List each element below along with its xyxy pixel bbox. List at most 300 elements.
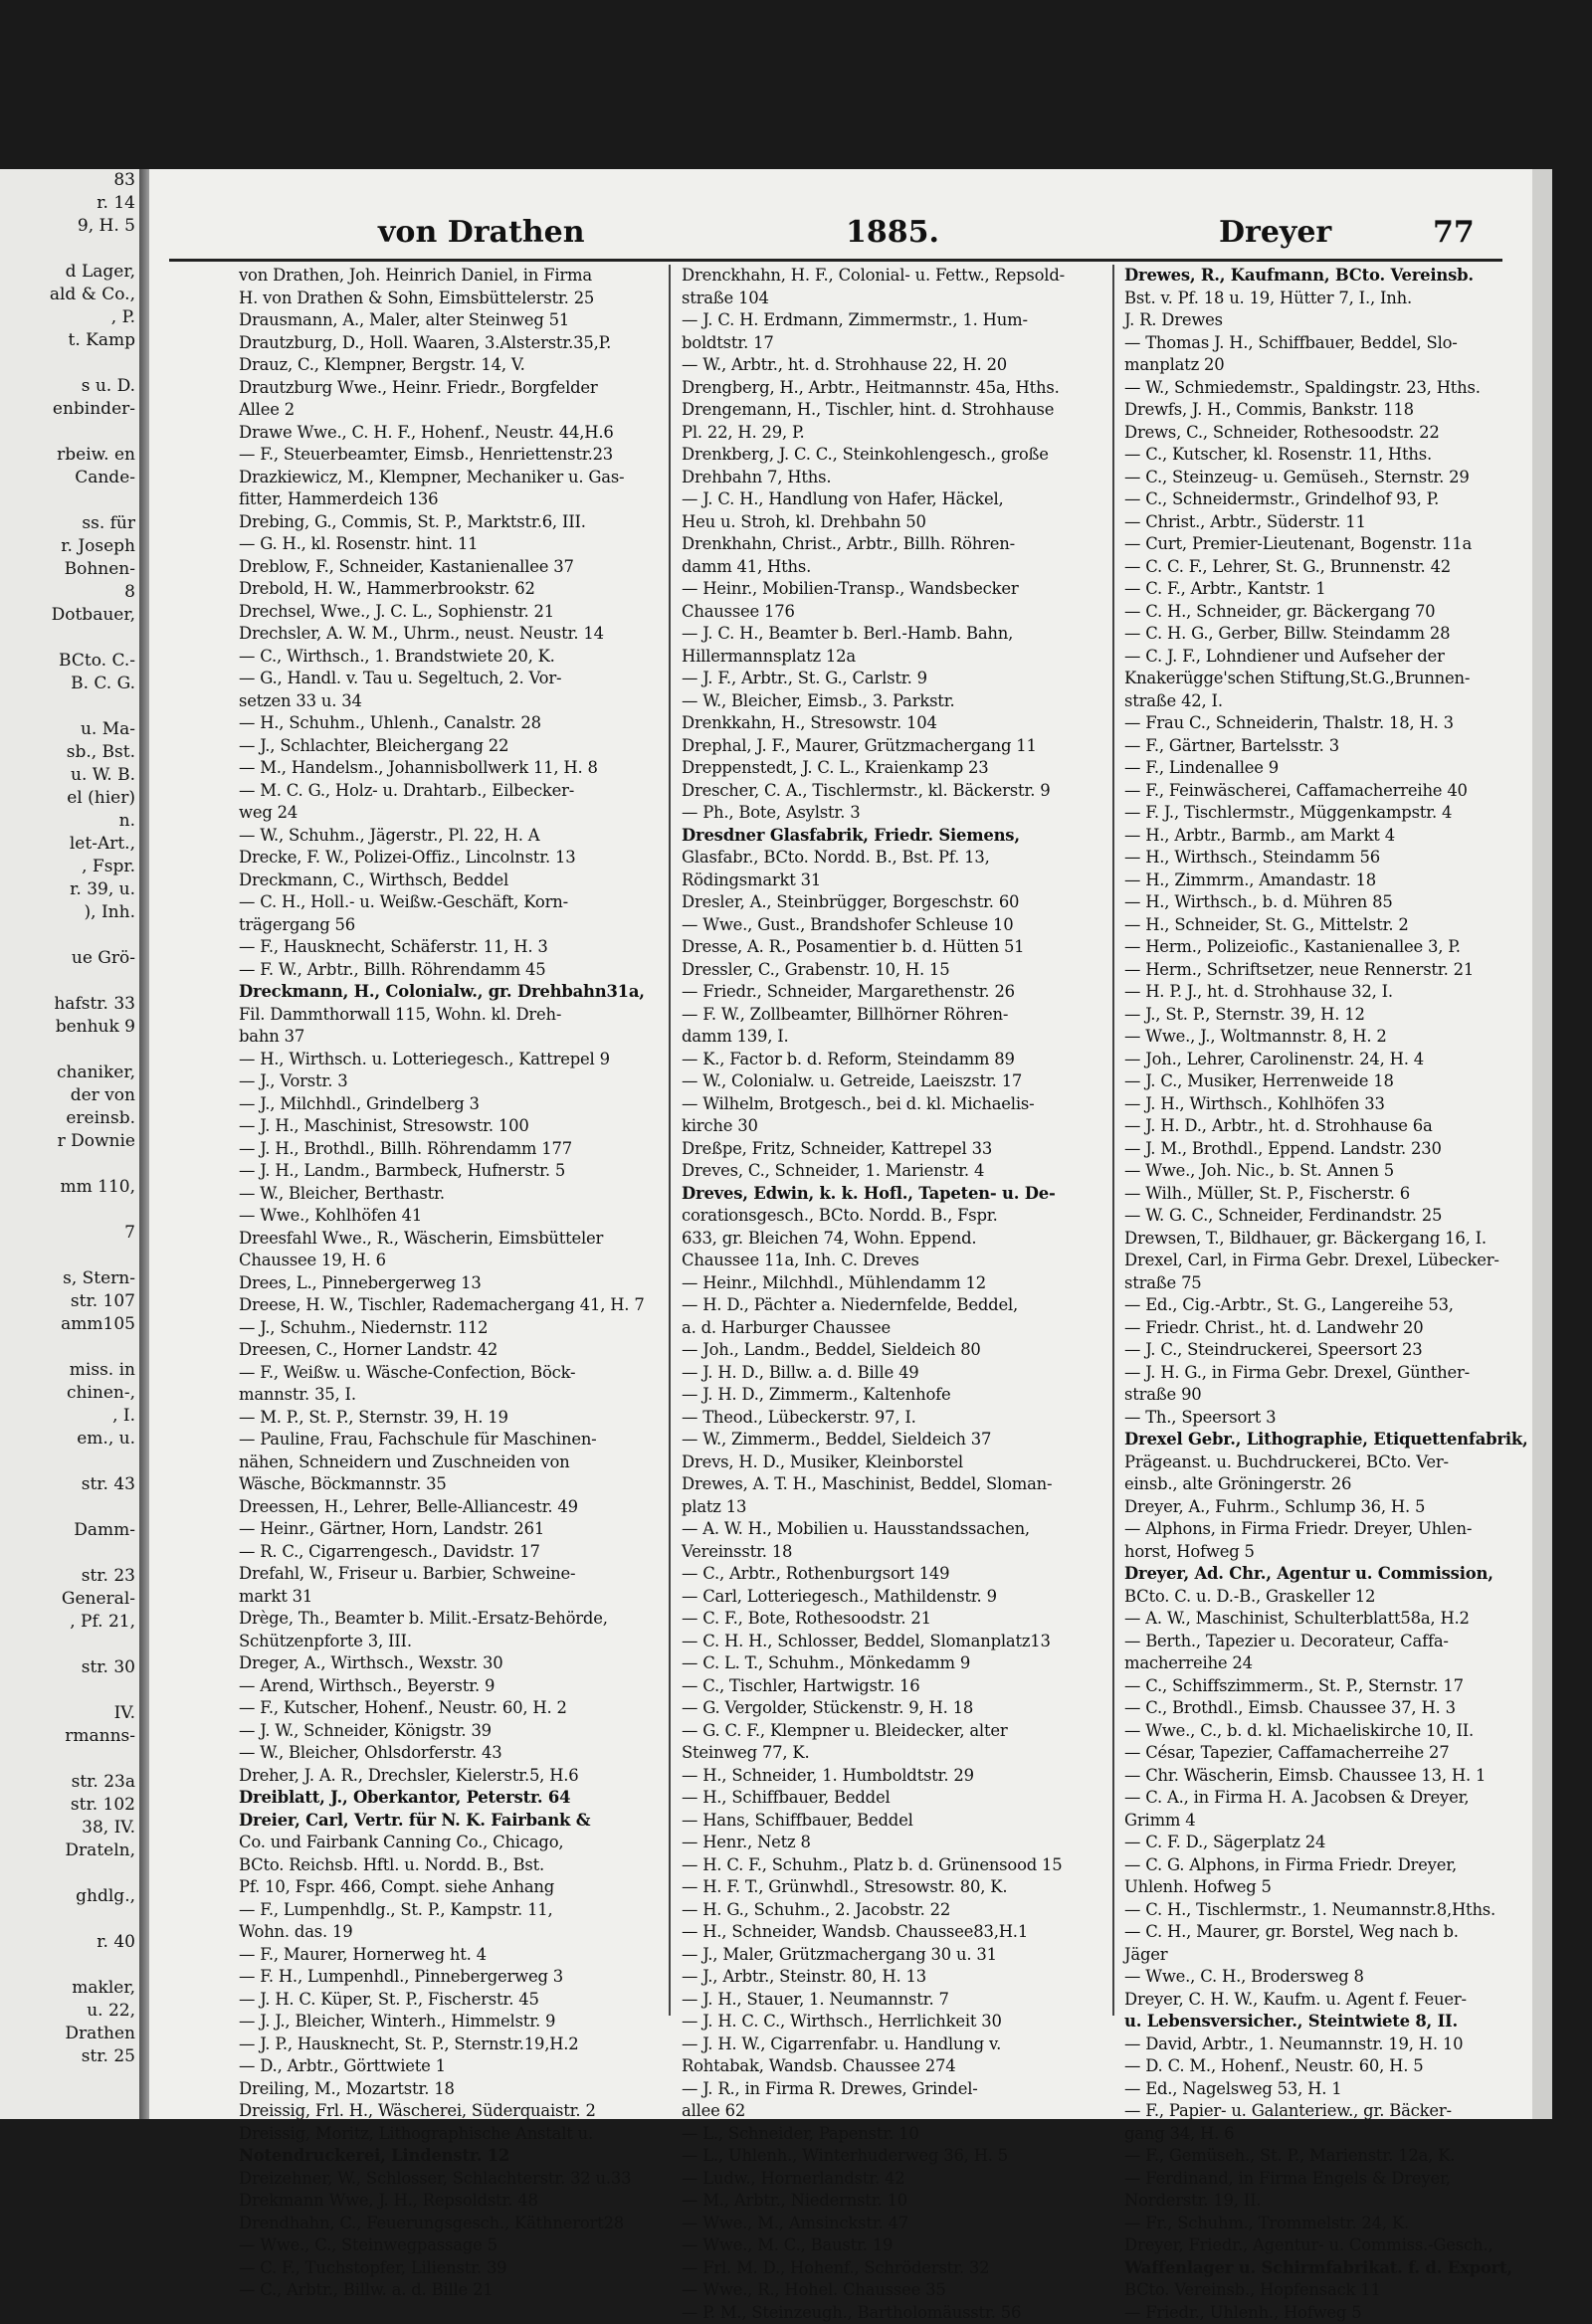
directory-entry-line: — C., Arbtr., Rothenburgsort 149 (682, 1563, 1090, 1586)
directory-entry-line: Drenkberg, J. C. C., Steinkohlengesch., große (682, 444, 1090, 467)
directory-entry-line: Dreckmann, C., Wirthsch, Beddel (239, 870, 647, 892)
directory-entry-line: Drengemann, H., Tischler, hint. d. Strohhause (682, 399, 1090, 422)
directory-entry-line: — G. Vergolder, Stückenstr. 9, H. 18 (682, 1697, 1090, 1720)
directory-entry-line: Drefahl, W., Friseur u. Barbier, Schweine- (239, 1563, 647, 1586)
header-rule (169, 259, 1502, 262)
directory-entry-line: — J., St. P., Sternstr. 39, H. 12 (1124, 1004, 1532, 1027)
directory-entry-line: Drenkkahn, H., Stresowstr. 104 (682, 712, 1090, 735)
facing-page-line: r. 40 (0, 1931, 139, 1954)
facing-page-line: str. 102 (0, 1794, 139, 1817)
facing-page-line (0, 1542, 139, 1565)
directory-entry-line: Grimm 4 (1124, 1810, 1532, 1833)
facing-page-line (0, 1634, 139, 1656)
facing-page-line (0, 1199, 139, 1222)
directory-entry-line: — J. M., Brothdl., Eppend. Landstr. 230 (1124, 1138, 1532, 1161)
directory-entry-line: Notendruckerei, Lindenstr. 12 (239, 2145, 647, 2168)
facing-page-line: , P. (0, 306, 139, 329)
directory-entry-line: — J., Maler, Grützmachergang 30 u. 31 (682, 1944, 1090, 1967)
directory-entry-line: — H., Schuhm., Uhlenh., Canalstr. 28 (239, 712, 647, 735)
directory-entry-line: — J. H. C. Küper, St. P., Fischerstr. 45 (239, 1989, 647, 2012)
directory-entry-line: Drendhahn, C., Feuerungsgesch., Käthnerort28 (239, 2213, 647, 2235)
directory-entry-line: — David, Arbtr., 1. Neumannstr. 19, H. 10 (1124, 2034, 1532, 2056)
directory-entry-line: Steinweg 77, K. (682, 1742, 1090, 1765)
facing-page-line: ue Grö- (0, 947, 139, 970)
directory-entry-line: — F. W., Arbtr., Billh. Röhrendamm 45 (239, 959, 647, 982)
directory-entry-line: Drewfs, J. H., Commis, Bankstr. 118 (1124, 399, 1532, 422)
facing-page-line (0, 924, 139, 947)
facing-page-line (0, 1908, 139, 1931)
directory-entry-line: u. Lebensversicher., Steintwiete 8, II. (1124, 2011, 1532, 2034)
facing-page-line: r. 39, u. (0, 878, 139, 901)
directory-entry-line: setzen 33 u. 34 (239, 690, 647, 713)
directory-entry-line: — J. H., Brothdl., Billh. Röhrendamm 177 (239, 1138, 647, 1161)
directory-entry-line: Dresdner Glasfabrik, Friedr. Siemens, (682, 825, 1090, 848)
directory-entry-line: Schützenpforte 3, III. (239, 1631, 647, 1653)
directory-entry-line: — Heinr., Milchhdl., Mühlendamm 12 (682, 1272, 1090, 1295)
directory-entry-line: Drehbahn 7, Hths. (682, 467, 1090, 489)
directory-entry-line: — Henr., Netz 8 (682, 1832, 1090, 1854)
directory-entry-line: straße 75 (1124, 1272, 1532, 1295)
directory-entry-line: Hillermannsplatz 12a (682, 646, 1090, 669)
directory-entry-line: — W., Schmiedemstr., Spaldingstr. 23, Hths. (1124, 377, 1532, 400)
directory-entry-line: damm 41, Hths. (682, 556, 1090, 579)
facing-page-line: Drateln, (0, 1840, 139, 1862)
directory-entry-line: — M. C. G., Holz- u. Drahtarb., Eilbecker- (239, 780, 647, 803)
directory-entry-line: — Chr. Wäscherin, Eimsb. Chaussee 13, H. 1 (1124, 1765, 1532, 1788)
directory-entry-line: — J. R., in Firma R. Drewes, Grindel- (682, 2078, 1090, 2101)
directory-entry-line: H. von Drathen & Sohn, Eimsbüttelerstr. 25 (239, 288, 647, 310)
directory-entry-line: — J. H., Wirthsch., Kohlhöfen 33 (1124, 1093, 1532, 1116)
directory-entry-line: macherreihe 24 (1124, 1652, 1532, 1675)
directory-entry-line: — C., Schiffszimmerm., St. P., Sternstr. 17 (1124, 1675, 1532, 1698)
directory-entry-line: — L., Uhlenh., Winterhuderweg 36, H. 5 (682, 2145, 1090, 2168)
directory-entry-line: Drechsler, A. W. M., Uhrm., neust. Neustr. 14 (239, 623, 647, 646)
directory-entry-line: — J., Schuhm., Niedernstr. 112 (239, 1317, 647, 1340)
directory-entry-line: — Wwe., M., Amsinckstr. 47 (682, 2213, 1090, 2235)
directory-entry-line: horst, Hofweg 5 (1124, 1541, 1532, 1564)
directory-entry-line: — Arend, Wirthsch., Beyerstr. 9 (239, 1675, 647, 1698)
facing-page-line: 83 (0, 169, 139, 192)
directory-entry-line: Drewes, A. T. H., Maschinist, Beddel, Sloman- (682, 1473, 1090, 1496)
directory-entry-line: Glasfabr., BCto. Nordd. B., Bst. Pf. 13, (682, 847, 1090, 870)
facing-page-line (0, 1954, 139, 1977)
facing-page-line: B. C. G. (0, 673, 139, 695)
directory-entry-line: Norderstr. 19, II. (1124, 2190, 1532, 2213)
directory-entry-line: — D., Arbtr., Görttwiete 1 (239, 2055, 647, 2078)
facing-page-line: chinen-, (0, 1382, 139, 1405)
directory-entry-line: — Herm., Polizeiofic., Kastanienallee 3, P. (1124, 936, 1532, 959)
directory-entry-line: — F. H., Lumpenhdl., Pinnebergerweg 3 (239, 1966, 647, 1989)
facing-page-line (0, 695, 139, 718)
facing-page-line: 38, IV. (0, 1817, 139, 1840)
directory-entry-line: Bst. v. Pf. 18 u. 19, Hütter 7, I., Inh. (1124, 288, 1532, 310)
directory-entry-line: — Th., Speersort 3 (1124, 1407, 1532, 1430)
directory-entry-line: — C. F., Arbtr., Kantstr. 1 (1124, 578, 1532, 601)
directory-entry-line: — C. H., Maurer, gr. Borstel, Weg nach b. (1124, 1921, 1532, 1944)
facing-page-line: n. (0, 810, 139, 833)
directory-entry-line: — R. C., Cigarrengesch., Davidstr. 17 (239, 1541, 647, 1564)
directory-entry-line: — A. W. H., Mobilien u. Hausstandssachen, (682, 1518, 1090, 1541)
directory-entry-line: — J., Vorstr. 3 (239, 1070, 647, 1093)
directory-entry-line: — Frau C., Schneiderin, Thalstr. 18, H. 3 (1124, 712, 1532, 735)
directory-entry-line: — H. G., Schuhm., 2. Jacobstr. 22 (682, 1899, 1090, 1922)
facing-page-line: str. 23 (0, 1565, 139, 1588)
directory-entry-line: BCto. Vereinsb., Hopfensack 11 (1124, 2279, 1532, 2302)
directory-entry-line: Drescher, C. A., Tischlermstr., kl. Bäckerstr. 9 (682, 780, 1090, 803)
directory-entry-line: — Heinr., Gärtner, Horn, Landstr. 261 (239, 1518, 647, 1541)
directory-entry-line: kirche 30 (682, 1115, 1090, 1138)
directory-entry-line: Drengberg, H., Arbtr., Heitmannstr. 45a, Hths. (682, 377, 1090, 400)
facing-page-line (0, 352, 139, 375)
directory-entry-line: — F. W., Zollbeamter, Billhörner Röhren- (682, 1004, 1090, 1027)
directory-entry-line: — C., Wirthsch., 1. Brandstwiete 20, K. (239, 646, 647, 669)
directory-entry-line: — Herm., Schriftsetzer, neue Rennerstr. 21 (1124, 959, 1532, 982)
directory-entry-line: Rohtabak, Wandsb. Chaussee 274 (682, 2055, 1090, 2078)
directory-entry-line: — Carl, Lotteriegesch., Mathildenstr. 9 (682, 1586, 1090, 1609)
directory-entry-line: Dreves, Edwin, k. k. Hofl., Tapeten- u. De- (682, 1183, 1090, 1206)
directory-entry-line: BCto. C. u. D.-B., Graskeller 12 (1124, 1586, 1532, 1609)
directory-entry-line: Dresler, A., Steinbrügger, Borgeschstr. 60 (682, 891, 1090, 914)
facing-page-line: Dotbauer, (0, 604, 139, 627)
directory-entry-line: Drauz, C., Klempner, Bergstr. 14, V. (239, 354, 647, 377)
facing-page-line: em., u. (0, 1428, 139, 1451)
directory-entry-line: — W., Arbtr., ht. d. Strohhause 22, H. 20 (682, 354, 1090, 377)
directory-entry-line: — C. L. T., Schuhm., Mönkedamm 9 (682, 1652, 1090, 1675)
directory-entry-line: platz 13 (682, 1496, 1090, 1519)
directory-entry-line: bahn 37 (239, 1026, 647, 1049)
facing-page-fragment (0, 169, 142, 2119)
directory-entry-line: — C. G. Alphons, in Firma Friedr. Dreyer, (1124, 1854, 1532, 1877)
directory-entry-line: Dreiling, M., Mozartstr. 18 (239, 2078, 647, 2101)
directory-entry-line: — Curt, Premier-Lieutenant, Bogenstr. 11a (1124, 533, 1532, 556)
directory-entry-line: — C. J. F., Lohndiener und Aufseher der (1124, 646, 1532, 669)
facing-page-line (0, 1679, 139, 1702)
directory-entry-line: — Joh., Lehrer, Carolinenstr. 24, H. 4 (1124, 1049, 1532, 1071)
directory-entry-line: fitter, Hammerdeich 136 (239, 488, 647, 511)
page-edge (1532, 169, 1552, 2119)
directory-entry-line: — H., Schneider, 1. Humboldtstr. 29 (682, 1765, 1090, 1788)
directory-entry-line: Dreissig, Moritz, Lithographische Anstalt u. (239, 2123, 647, 2146)
directory-entry-line: 633, gr. Bleichen 74, Wohn. Eppend. (682, 1228, 1090, 1251)
directory-entry-line: Dreiblatt, J., Oberkantor, Peterstr. 64 (239, 1787, 647, 1810)
facing-page-line: ss. für (0, 512, 139, 535)
directory-entry-line: Allee 2 (239, 399, 647, 422)
directory-entry-line: weg 24 (239, 802, 647, 825)
directory-entry-line: — F., Gemüseh., St. P., Marienstr. 12a, K. (1124, 2145, 1532, 2168)
directory-entry-line: — H., Wirthsch., Steindamm 56 (1124, 847, 1532, 870)
directory-entry-line: Jäger (1124, 1944, 1532, 1967)
directory-entry-line: manplatz 20 (1124, 354, 1532, 377)
directory-entry-line: — Ph., Bote, Asylstr. 3 (682, 802, 1090, 825)
facing-page-line: miss. in (0, 1359, 139, 1382)
directory-entry-line: BCto. Reichsb. Hftl. u. Nordd. B., Bst. (239, 1854, 647, 1877)
directory-entry-line: — W., Bleicher, Eimsb., 3. Parkstr. (682, 690, 1090, 713)
directory-entry-line: Knakerügge'schen Stiftung,St.G.,Brunnen- (1124, 668, 1532, 690)
directory-entry-line: — J. C. H. Erdmann, Zimmermstr., 1. Hum- (682, 309, 1090, 332)
directory-entry-line: straße 42, I. (1124, 690, 1532, 713)
directory-entry-line: — H., Arbtr., Barmb., am Markt 4 (1124, 825, 1532, 848)
directory-entry-line: — H. C. F., Schuhm., Platz b. d. Grünensood 15 (682, 1854, 1090, 1877)
directory-entry-line: — J. H. G., in Firma Gebr. Drexel, Günther- (1124, 1362, 1532, 1385)
header-last-entry: Dreyer (1219, 215, 1331, 250)
directory-entry-line: Dressler, C., Grabenstr. 10, H. 15 (682, 959, 1090, 982)
directory-entry-line: Dreßpe, Fritz, Schneider, Kattrepel 33 (682, 1138, 1090, 1161)
facing-page-line (0, 1153, 139, 1176)
directory-entry-line: mannstr. 35, I. (239, 1384, 647, 1407)
facing-page-line: , I. (0, 1405, 139, 1428)
directory-entry-line: — F., Lumpenhdlg., St. P., Kampstr. 11, (239, 1899, 647, 1922)
directory-entry-line: Drexel Gebr., Lithographie, Etiquettenfabrik, (1124, 1429, 1532, 1452)
directory-entry-line: — C., Kutscher, kl. Rosenstr. 11, Hths. (1124, 444, 1532, 467)
directory-entry-line: — H. P. J., ht. d. Strohhause 32, I. (1124, 981, 1532, 1004)
directory-entry-line: Dreyer, A., Fuhrm., Schlump 36, H. 5 (1124, 1496, 1532, 1519)
directory-entry-line: — Wwe., C., b. d. kl. Michaeliskirche 10, II. (1124, 1720, 1532, 1743)
directory-entry-line: — C., Steinzeug- u. Gemüseh., Sternstr. 29 (1124, 467, 1532, 489)
directory-entry-line: Drecke, F. W., Polizei-Offiz., Lincolnstr. 13 (239, 847, 647, 870)
facing-page-line: str. 107 (0, 1290, 139, 1313)
directory-entry-line: — G., Handl. v. Tau u. Segeltuch, 2. Vor- (239, 668, 647, 690)
directory-entry-line: — J. H. D., Arbtr., ht. d. Strohhause 6a (1124, 1115, 1532, 1138)
directory-entry-line: boldtstr. 17 (682, 332, 1090, 355)
directory-entry-line: — H., Schneider, Wandsb. Chaussee83,H.1 (682, 1921, 1090, 1944)
column-3 (1124, 265, 1532, 2016)
directory-entry-line: J. R. Drewes (1124, 309, 1532, 332)
directory-entry-line: — H. F. T., Grünwhdl., Stresowstr. 80, K. (682, 1876, 1090, 1899)
facing-page-line: r Downie (0, 1130, 139, 1153)
directory-entry-line: — C., Schneidermstr., Grindelhof 93, P. (1124, 488, 1532, 511)
directory-entry-line: trägergang 56 (239, 914, 647, 937)
directory-entry-line: — F., Weißw. u. Wäsche-Confection, Böck- (239, 1362, 647, 1385)
directory-entry-line: Drausmann, A., Maler, alter Steinweg 51 (239, 309, 647, 332)
facing-page-line (0, 1245, 139, 1267)
facing-page-line: hafstr. 33 (0, 993, 139, 1016)
directory-entry-line: — J. P., Hausknecht, St. P., Sternstr.19,H.2 (239, 2034, 647, 2056)
facing-page-line (0, 238, 139, 261)
directory-entry-line: — H., Wirthsch., b. d. Mühren 85 (1124, 891, 1532, 914)
directory-entry-line: — Wwe., J., Woltmannstr. 8, H. 2 (1124, 1026, 1532, 1049)
facing-page-line: rbeiw. en (0, 444, 139, 467)
facing-page-line: Bohnen- (0, 558, 139, 581)
directory-entry-line: — C. H. H., Schlosser, Beddel, Slomanplatz13 (682, 1631, 1090, 1653)
directory-entry-line: Chaussee 11a, Inh. C. Dreves (682, 1250, 1090, 1272)
directory-entry-line: Dreissig, Frl. H., Wäscherei, Süderquaistr. 2 (239, 2100, 647, 2123)
directory-entry-line: — Wwe., Gust., Brandshofer Schleuse 10 (682, 914, 1090, 937)
directory-entry-line: Waffenlager u. Schirmfabrikat. f. d. Export, (1124, 2257, 1532, 2280)
directory-entry-line: markt 31 (239, 1586, 647, 1609)
facing-page-line: Damm- (0, 1519, 139, 1542)
directory-entry-line: — Thomas J. H., Schiffbauer, Beddel, Slo- (1124, 332, 1532, 355)
directory-entry-line: — M., Arbtr., Niedernstr. 10 (682, 2190, 1090, 2213)
directory-entry-line: — J. J., Bleicher, Winterh., Himmelstr. 9 (239, 2011, 647, 2034)
directory-entry-line: — F., Hausknecht, Schäferstr. 11, H. 3 (239, 936, 647, 959)
directory-entry-line: — G. C. F., Klempner u. Bleidecker, alter (682, 1720, 1090, 1743)
directory-entry-line: Dreyer, Ad. Chr., Agentur u. Commission, (1124, 1563, 1532, 1586)
directory-entry-line: — F., Gärtner, Bartelsstr. 3 (1124, 735, 1532, 758)
facing-page-line: ghdlg., (0, 1885, 139, 1908)
directory-entry-line: Heu u. Stroh, kl. Drehbahn 50 (682, 511, 1090, 534)
directory-entry-line: Drexel, Carl, in Firma Gebr. Drexel, Lübecker- (1124, 1250, 1532, 1272)
directory-entry-line: — Ed., Nagelsweg 53, H. 1 (1124, 2078, 1532, 2101)
directory-entry-line: Chaussee 19, H. 6 (239, 1250, 647, 1272)
directory-entry-line: — W., Bleicher, Berthastr. (239, 1183, 647, 1206)
directory-entry-line: Rödingsmarkt 31 (682, 870, 1090, 892)
directory-entry-line: Drewsen, T., Bildhauer, gr. Bäckergang 16, I. (1124, 1228, 1532, 1251)
directory-entry-line: — J. H., Landm., Barmbeck, Hufnerstr. 5 (239, 1160, 647, 1183)
directory-entry-line: — C. F., Tuchstopfer, Lilienstr. 39 (239, 2257, 647, 2280)
facing-page-line: ald & Co., (0, 284, 139, 306)
directory-entry-line: — Alphons, in Firma Friedr. Dreyer, Uhlen- (1124, 1518, 1532, 1541)
directory-entry-line: Dreblow, F., Schneider, Kastanienallee 37 (239, 556, 647, 579)
directory-entry-line: — Ferdinand, in Firma Engels & Dreyer, (1124, 2168, 1532, 2191)
directory-entry-line: — F., Lindenallee 9 (1124, 757, 1532, 780)
directory-entry-line: einsb., alte Gröningerstr. 26 (1124, 1473, 1532, 1496)
facing-page-line: el (hier) (0, 787, 139, 810)
facing-page-line (0, 1748, 139, 1771)
directory-entry-line: — F., Kutscher, Hohenf., Neustr. 60, H. 2 (239, 1697, 647, 1720)
directory-entry-line: — J. W., Schneider, Königstr. 39 (239, 1720, 647, 1743)
facing-page-line (0, 1336, 139, 1359)
directory-entry-line: — F., Feinwäscherei, Caffamacherreihe 40 (1124, 780, 1532, 803)
directory-entry-line: Drechsel, Wwe., J. C. L., Sophienstr. 21 (239, 601, 647, 624)
directory-entry-line: Drebing, G., Commis, St. P., Marktstr.6, III. (239, 511, 647, 534)
directory-entry-line: straße 90 (1124, 1384, 1532, 1407)
directory-entry-line: — Wwe., Joh. Nic., b. St. Annen 5 (1124, 1160, 1532, 1183)
facing-page-line: d Lager, (0, 261, 139, 284)
directory-entry-line: Dreckmann, H., Colonialw., gr. Drehbahn31a, (239, 981, 647, 1004)
directory-entry-line: — Wwe., C. H., Brodersweg 8 (1124, 1966, 1532, 1989)
directory-entry-line: — Christ., Arbtr., Süderstr. 11 (1124, 511, 1532, 534)
running-header (149, 215, 1532, 255)
directory-entry-line: — C., Tischler, Hartwigstr. 16 (682, 1675, 1090, 1698)
directory-entry-line: — Hans, Schiffbauer, Beddel (682, 1810, 1090, 1833)
directory-entry-line: — Ed., Cig.-Arbtr., St. G., Langereihe 53, (1124, 1294, 1532, 1317)
directory-entry-line: — H. D., Pächter a. Niedernfelde, Beddel, (682, 1294, 1090, 1317)
column-divider (669, 265, 671, 2016)
directory-entry-line: — Heinr., Mobilien-Transp., Wandsbecker (682, 578, 1090, 601)
facing-page-line: sb., Bst. (0, 741, 139, 764)
facing-page-line: makler, (0, 1977, 139, 2000)
directory-entry-line: — J., Arbtr., Steinstr. 80, H. 13 (682, 1966, 1090, 1989)
facing-page-line (0, 627, 139, 650)
directory-entry-line: Fil. Dammthorwall 115, Wohn. kl. Dreh- (239, 1004, 647, 1027)
facing-page-line: ereinsb. (0, 1107, 139, 1130)
facing-page-line: str. 30 (0, 1656, 139, 1679)
facing-page-line (0, 421, 139, 444)
directory-entry-line: — C. F., Bote, Rothesoodstr. 21 (682, 1608, 1090, 1631)
directory-entry-line: — Wwe., C., Steinwegpassage 5 (239, 2234, 647, 2257)
directory-entry-line: von Drathen, Joh. Heinrich Daniel, in Firma (239, 265, 647, 288)
page-number: 77 (1433, 215, 1475, 250)
facing-page-line: u. 22, (0, 2000, 139, 2023)
directory-entry-line: Wäsche, Böckmannstr. 35 (239, 1473, 647, 1496)
directory-entry-line: — J. C. H., Beamter b. Berl.-Hamb. Bahn, (682, 623, 1090, 646)
facing-page-line: str. 43 (0, 1473, 139, 1496)
directory-entry-line: — W., Colonialw. u. Getreide, Laeiszstr. 17 (682, 1070, 1090, 1093)
directory-entry-line: Dreese, H. W., Tischler, Rademachergang 41, H. 7 (239, 1294, 647, 1317)
directory-entry-line: nähen, Schneidern und Zuschneiden von (239, 1452, 647, 1474)
facing-page-line: Drathen (0, 2023, 139, 2045)
facing-page-line (0, 970, 139, 993)
column-2 (682, 265, 1090, 2016)
directory-entry-line: — Fr., Schuhm., Trommelstr. 24, K. (1124, 2213, 1532, 2235)
directory-entry-line: Pl. 22, H. 29, P. (682, 422, 1090, 445)
facing-page-line: ), Inh. (0, 901, 139, 924)
directory-entry-line: Co. und Fairbank Canning Co., Chicago, (239, 1832, 647, 1854)
directory-entry-line: Prägeanst. u. Buchdruckerei, BCto. Ver- (1124, 1452, 1532, 1474)
directory-entry-line: Chaussee 176 (682, 601, 1090, 624)
directory-entry-line: — H., Wirthsch. u. Lotteriegesch., Kattrepel 9 (239, 1049, 647, 1071)
directory-entry-line: — H., Schiffbauer, Beddel (682, 1787, 1090, 1810)
facing-page-line: der von (0, 1084, 139, 1107)
directory-entry-line: — C. H., Schneider, gr. Bäckergang 70 (1124, 601, 1532, 624)
directory-entry-line: — J. H. C. C., Wirthsch., Herrlichkeit 30 (682, 2011, 1090, 2034)
directory-entry-line: — J. C., Musiker, Herrenweide 18 (1124, 1070, 1532, 1093)
directory-entry-line: corationsgesch., BCto. Nordd. B., Fspr. (682, 1205, 1090, 1228)
directory-entry-line: — C. A., in Firma H. A. Jacobsen & Dreyer, (1124, 1787, 1532, 1810)
directory-entry-line: Drephal, J. F., Maurer, Grützmachergang 11 (682, 735, 1090, 758)
directory-entry-line: — G. H., kl. Rosenstr. hint. 11 (239, 533, 647, 556)
directory-entry-line: — W., Schuhm., Jägerstr., Pl. 22, H. A (239, 825, 647, 848)
directory-entry-line: Drawe Wwe., C. H. F., Hohenf., Neustr. 44,H.6 (239, 422, 647, 445)
directory-entry-line: Dreesfahl Wwe., R., Wäscherin, Eimsbütteler (239, 1228, 647, 1251)
directory-entry-line: — Joh., Landm., Beddel, Sieldeich 80 (682, 1339, 1090, 1362)
directory-entry-line: Wohn. das. 19 (239, 1921, 647, 1944)
directory-entry-line: — J. H. W., Cigarrenfabr. u. Handlung v. (682, 2034, 1090, 2056)
directory-entry-line: — P. M., Steinzeugh., Bartholomäusstr. 56 (682, 2302, 1090, 2324)
directory-entry-line: Drebold, H. W., Hammerbrookstr. 62 (239, 578, 647, 601)
directory-entry-line: Dreger, A., Wirthsch., Wexstr. 30 (239, 1652, 647, 1675)
directory-entry-line: — F., Maurer, Hornerweg ht. 4 (239, 1944, 647, 1967)
directory-entry-line: Dreizehner, W., Schlosser, Schlachterstr. 32 u.33 (239, 2168, 647, 2191)
directory-entry-line: — Wwe., R., Hohel. Chaussee 35 (682, 2279, 1090, 2302)
facing-page-line: IV. (0, 1702, 139, 1725)
directory-entry-line: Dreesen, C., Horner Landstr. 42 (239, 1339, 647, 1362)
directory-entry-line: — W., Zimmerm., Beddel, Sieldeich 37 (682, 1429, 1090, 1452)
facing-page-line (0, 1496, 139, 1519)
directory-entry-line: Dreppenstedt, J. C. L., Kraienkamp 23 (682, 757, 1090, 780)
directory-entry-line: — Friedr., Schneider, Margarethenstr. 26 (682, 981, 1090, 1004)
directory-entry-line: — Frl. M. D., Hohenf., Schröderstr. 32 (682, 2257, 1090, 2280)
directory-entry-line: — Ludw., Hornerlandstr. 42 (682, 2168, 1090, 2191)
directory-entry-line: — W., Bleicher, Ohlsdorferstr. 43 (239, 1742, 647, 1765)
directory-entry-line: — F., Papier- u. Galanteriew., gr. Bäcker- (1124, 2100, 1532, 2123)
directory-entry-line: — Berth., Tapezier u. Decorateur, Caffa- (1124, 1631, 1532, 1653)
column-1 (239, 265, 647, 2016)
directory-entry-line: — D. C. M., Hohenf., Neustr. 60, H. 5 (1124, 2055, 1532, 2078)
directory-entry-line: Pf. 10, Fspr. 466, Compt. siehe Anhang (239, 1876, 647, 1899)
directory-entry-line: — C. H. G., Gerber, Billw. Steindamm 28 (1124, 623, 1532, 646)
directory-entry-line: — J., Milchhdl., Grindelberg 3 (239, 1093, 647, 1116)
facing-page-line: s, Stern- (0, 1267, 139, 1290)
directory-entry-line: Dreier, Carl, Vertr. für N. K. Fairbank & (239, 1810, 647, 1833)
directory-entry-line: — J. H., Maschinist, Stresowstr. 100 (239, 1115, 647, 1138)
facing-page-line: u. W. B. (0, 764, 139, 787)
facing-page-line: 8 (0, 581, 139, 604)
directory-entry-line: — J. C. H., Handlung von Hafer, Häckel, (682, 488, 1090, 511)
directory-entry-line: Drazkiewicz, M., Klempner, Mechaniker u. Gas- (239, 467, 647, 489)
directory-entry-line: — Friedr., Uhlenh., Hofweg 5 (1124, 2302, 1532, 2324)
facing-page-line: 9, H. 5 (0, 215, 139, 238)
facing-page-line: mm 110, (0, 1176, 139, 1199)
directory-entry-line: straße 104 (682, 288, 1090, 310)
facing-page-line: benhuk 9 (0, 1016, 139, 1039)
directory-entry-line: — A. W., Maschinist, Schulterblatt58a, H.2 (1124, 1608, 1532, 1631)
facing-page-line: rmanns- (0, 1725, 139, 1748)
facing-page-line: enbinder- (0, 398, 139, 421)
directory-entry-line: — K., Factor b. d. Reform, Steindamm 89 (682, 1049, 1090, 1071)
directory-entry-line: — F. J., Tischlermstr., Müggenkampstr. 4 (1124, 802, 1532, 825)
facing-page-line: 7 (0, 1222, 139, 1245)
